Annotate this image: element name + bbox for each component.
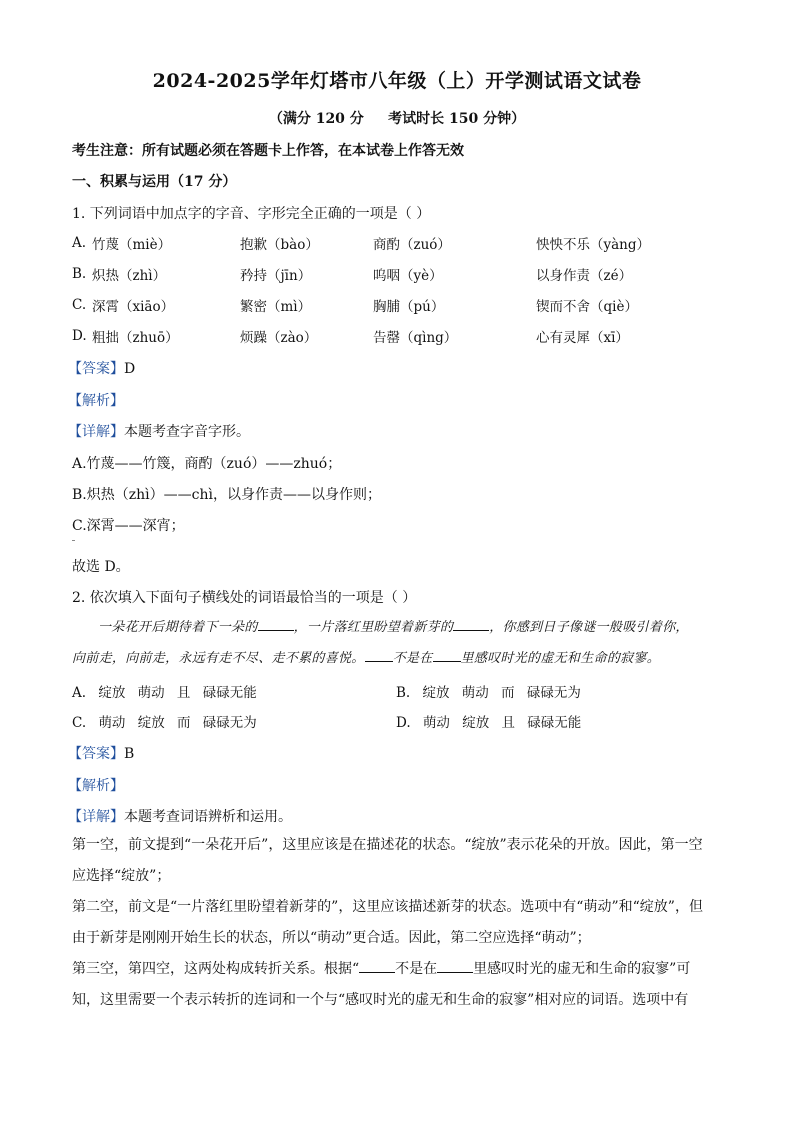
analysis-label: 【解析】: [68, 393, 124, 409]
detail-label: 【详解】: [68, 424, 124, 440]
passage-text: 一朵花开后期待着下一朵的: [98, 620, 258, 635]
option-item: 怏怏不乐（yàng）: [536, 236, 651, 253]
option-item: 粗拙（zhuō）: [92, 329, 179, 346]
passage-text: ，一片落红里盼望着新芽的: [293, 620, 454, 635]
option-item: 竹蔑（miè）: [92, 236, 172, 253]
section-heading: 一、积累与运用（17 分）: [72, 174, 237, 190]
passage-line: [72, 612, 720, 643]
question-1-options: [72, 227, 722, 351]
option-item: 深霄（xiāo）: [92, 298, 175, 315]
option-item: 胸脯（pú）: [373, 298, 445, 315]
passage-line: [72, 643, 720, 674]
question-2-analysis-label: [68, 775, 124, 795]
detail-text: 本题考查字音字形。: [124, 424, 250, 440]
option-c: [72, 711, 396, 731]
answer-label: 【答案】: [68, 361, 124, 377]
option-item: 繁密（mì）: [240, 298, 312, 315]
option-d: [396, 711, 720, 731]
question-2-passage: [72, 612, 720, 674]
passage-text: 向前走，向前走，永远有走不尽、走不累的喜悦。: [72, 651, 365, 666]
blank-ref-2: [437, 960, 473, 973]
analysis-label: 【解析】: [68, 778, 124, 794]
option-label: B.: [396, 685, 411, 701]
option-item: 心有灵犀（xī）: [536, 329, 629, 346]
option-item: 呜咽（yè）: [373, 267, 443, 284]
passage-text: 里感叹时光的虚无和生命的寂寥。: [460, 651, 661, 666]
paragraph-text: 里感叹时光的虚无和生命的寂寥”可知，这里需要一个表示转折的连词和一个与“感叹时光的虚无和生命的寂寥”相对应的词语。选项中有: [72, 961, 691, 1008]
option-row: [72, 320, 722, 351]
blank-1: [258, 618, 294, 631]
option-item: 商酌（zuó）: [373, 236, 451, 253]
question-2-stem: 2. 依次填入下面句子横线处的词语最恰当的一项是（ ）: [72, 590, 417, 606]
option-row: [72, 706, 722, 736]
question-1-analysis-label: [68, 390, 124, 410]
question-1-detail: [68, 421, 250, 441]
option-label: D.: [396, 715, 411, 731]
option-item: 矜持（jīn）: [240, 267, 312, 284]
option-b: [396, 681, 720, 701]
question-1-stem: 1. 下列词语中加点字的字音、字形完全正确的一项是（ ）: [72, 206, 431, 222]
exam-title: 2024-2025学年灯塔市八年级（上）开学测试语文试卷: [152, 70, 642, 92]
passage-text: 不是在: [392, 651, 433, 666]
question-2-options: [72, 676, 722, 736]
answer-value: D: [124, 361, 136, 377]
blank-3: [365, 649, 393, 662]
answer-value: B: [124, 746, 135, 762]
analysis-paragraph: 第一空，前文提到“一朵花开后”，这里应该是在描述花的状态。“绽放”表示花朵的开放。因此，第一空应选择“绽放”；: [72, 837, 703, 884]
analysis-line: B.炽热（zhì）——chì，以身作责——以身作则；: [72, 487, 381, 503]
detail-text: 本题考查词语辨析和运用。: [124, 809, 292, 825]
option-label: C.: [72, 715, 87, 731]
option-label: B.: [72, 265, 87, 282]
option-item: 告罄（qìng）: [373, 329, 458, 346]
question-2-answer: [68, 743, 134, 763]
option-row: [72, 289, 722, 320]
blank-2: [453, 618, 489, 631]
option-item: 抱歉（bào）: [240, 236, 319, 253]
option-row: [72, 676, 722, 706]
option-a: [72, 681, 396, 701]
option-text: 绽放 萌动 而 碌碌无为: [422, 685, 581, 701]
analysis-line: 故选 D。: [72, 559, 130, 575]
answer-label: 【答案】: [68, 746, 124, 762]
option-label: D.: [72, 327, 87, 344]
analysis-paragraph: [72, 954, 712, 1016]
option-text: 萌动 绽放 而 碌碌无为: [98, 715, 257, 731]
question-1-answer: [68, 358, 135, 378]
question-2-detail: [68, 806, 292, 826]
paragraph-text: 不是在: [395, 961, 438, 977]
option-row: [72, 258, 722, 289]
scan-mark: [72, 540, 75, 541]
paragraph-text: 第三空，第四空，这两处构成转折关系。根据“: [72, 961, 360, 977]
analysis-line: C.深霄——深宵；: [72, 518, 185, 534]
exam-subtitle: （满分 120 分 考试时长 150 分钟）: [268, 111, 526, 127]
option-item: 炽热（zhì）: [92, 267, 167, 284]
option-row: [72, 227, 722, 258]
analysis-line: A.竹蔑——竹篾，商酌（zuó）——zhuó；: [72, 456, 342, 472]
detail-label: 【详解】: [68, 809, 124, 825]
blank-4: [433, 649, 461, 662]
blank-ref-1: [359, 960, 395, 973]
option-label: C.: [72, 296, 87, 313]
analysis-paragraph: 第二空，前文是“一片落红里盼望着新芽的”，这里应该描述新芽的状态。选项中有“萌动”和“绽放”，但由于新芽是刚刚开始生长的状态，所以“萌动”更合适。因此，第二空应选择“萌动”；: [72, 899, 703, 946]
option-label: A.: [72, 234, 87, 251]
option-item: 烦躁（zào）: [240, 329, 318, 346]
option-text: 绽放 萌动 且 碌碌无能: [98, 685, 257, 701]
option-text: 萌动 绽放 且 碌碌无能: [422, 715, 582, 731]
option-item: 以身作责（zé）: [536, 267, 633, 284]
exam-notice: 考生注意：所有试题必须在答题卡上作答，在本试卷上作答无效: [72, 143, 464, 159]
option-label: A.: [72, 685, 87, 701]
option-item: 锲而不舍（qiè）: [536, 298, 638, 315]
passage-text: ，你感到日子像谜一般吸引着你，: [489, 620, 689, 635]
